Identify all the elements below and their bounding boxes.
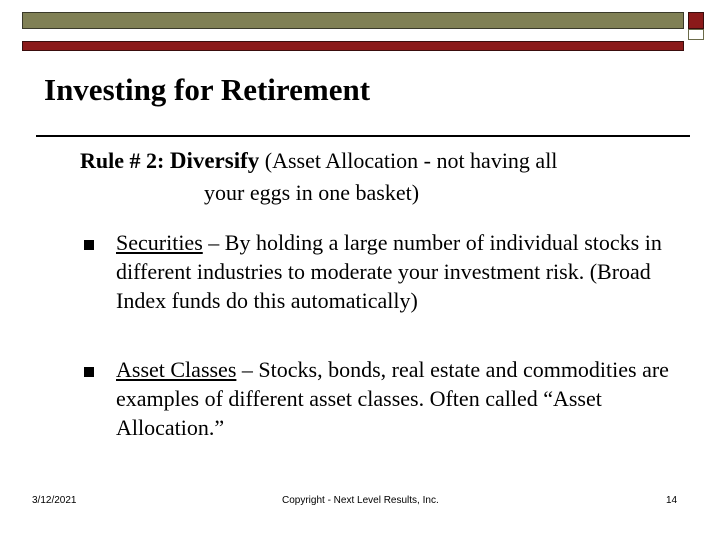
bullet-term: Asset Classes [116,357,237,382]
bullet-term: Securities [116,230,203,255]
rule-note-line1: (Asset Allocation - not having all [264,148,558,173]
bullet-marker [84,240,94,250]
bullet-item-securities [116,228,686,315]
bullet-marker [84,367,94,377]
rule-heading-word: Diversify [169,148,260,173]
title-divider [36,135,690,137]
rule-note-line2: your eggs in one basket) [204,180,420,205]
bullet-item-asset-classes [116,355,686,442]
olive-band [22,12,684,29]
top-decorative-bar [22,12,684,40]
corner-square-white [688,29,704,40]
bullet-text: – Stocks, bonds, real estate and commodities are examples of different asset classes. Often called “Asset Allocation.” [116,357,669,440]
slide-title: Investing for Retirement [44,72,371,107]
red-band [22,41,684,51]
footer-page-number: 14 [666,495,678,506]
footer-copyright: Copyright - Next Level Results, Inc. [282,495,439,506]
bullet-text: – By holding a large number of individual stocks in different industries to moderate your investment risk. (Broad Index funds do this automatically) [116,230,662,313]
rule-label: Rule # 2: [80,148,165,173]
corner-square-red [688,12,704,29]
footer-date: 3/12/2021 [32,495,77,506]
rule-heading [80,148,557,174]
